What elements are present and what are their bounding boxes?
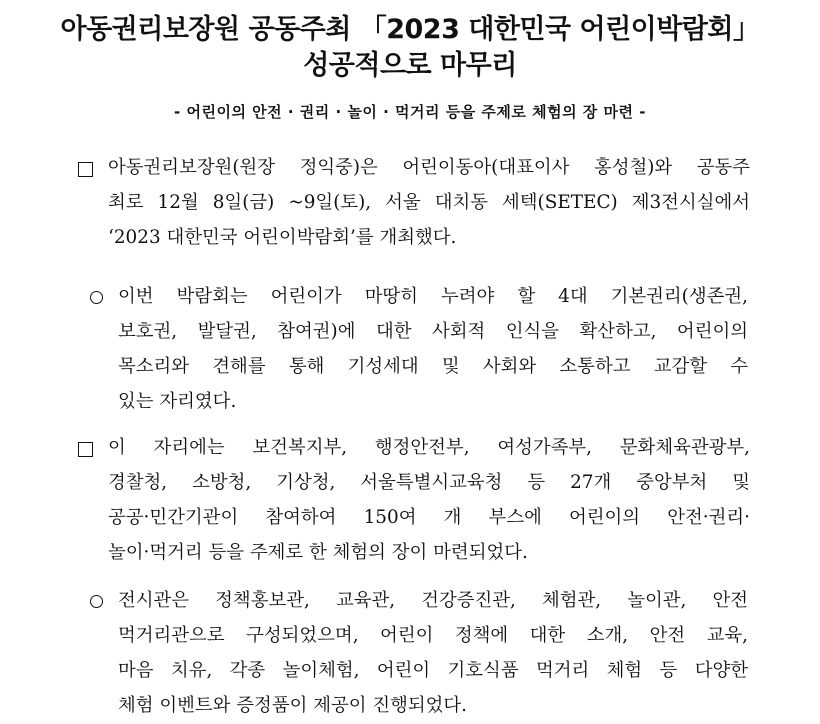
section-2-line-4: 있는 자리였다. — [118, 391, 237, 412]
section-1-line-2: 최로 12월 8일(금) ~9일(토), 서울 대치동 세텍(SETEC) 제3전시실에서 — [108, 192, 750, 213]
section-2 — [0, 279, 820, 424]
section-3-line-4: 놀이·먹거리 등을 주제로 한 체험의 장이 마련되었다. — [108, 542, 528, 563]
section-4-line-2: 먹거리관으로 구성되었으며, 어린이 정책에 대한 소개, 안전 교육, — [118, 625, 748, 646]
square-bullet-icon — [78, 162, 93, 177]
section-1-line-1: 아동권리보장원(원장 정익중)은 어린이동아(대표이사 홍성철)와 공동주 — [108, 157, 750, 178]
title-line-1: 아동권리보장원 공동주최 「2023 대한민국 어린이박람회」 — [60, 14, 760, 45]
title-line-2: 성공적으로 마무리 — [303, 50, 517, 81]
section-1-line-3: ‘2023 대한민국 어린이박람회’를 개최했다. — [108, 227, 457, 248]
section-2-line-3: 목소리와 견해를 통해 기성세대 및 사회와 소통하고 교감할 수 — [118, 356, 748, 377]
section-3-line-2: 경찰청, 소방청, 기상청, 서울특별시교육청 등 27개 중앙부처 및 — [108, 472, 750, 493]
circle-bullet-icon — [90, 291, 103, 304]
section-4-line-4: 체험 이벤트와 증정품이 제공이 진행되었다. — [118, 695, 468, 716]
section-3-line-3: 공공·민간기관이 참여하여 150여 개 부스에 어린이의 안전·권리· — [108, 507, 750, 528]
section-2-line-1: 이번 박람회는 어린이가 마땅히 누려야 할 4대 기본권리(생존권, — [118, 286, 748, 307]
section-2-line-2: 보호권, 발달권, 참여권)에 대한 사회적 인식을 확산하고, 어린이의 — [118, 321, 748, 342]
section-4-line-1: 전시관은 정책홍보관, 교육관, 건강증진관, 체험관, 놀이관, 안전 — [118, 590, 748, 611]
circle-bullet-icon — [90, 595, 103, 608]
section-4-line-3: 마음 치유, 각종 놀이체험, 어린이 기호식품 먹거리 체험 등 다양한 — [118, 660, 748, 681]
section-4 — [0, 583, 820, 723]
section-3-line-1: 이 자리에는 보건복지부, 행정안전부, 여성가족부, 문화체육관광부, — [108, 437, 750, 458]
section-1 — [0, 150, 820, 260]
square-bullet-icon — [78, 442, 93, 457]
section-3 — [0, 430, 820, 575]
subtitle: - 어린이의 안전 · 권리 · 놀이 · 먹거리 등을 주제로 체험의 장 마련 - — [174, 103, 646, 121]
